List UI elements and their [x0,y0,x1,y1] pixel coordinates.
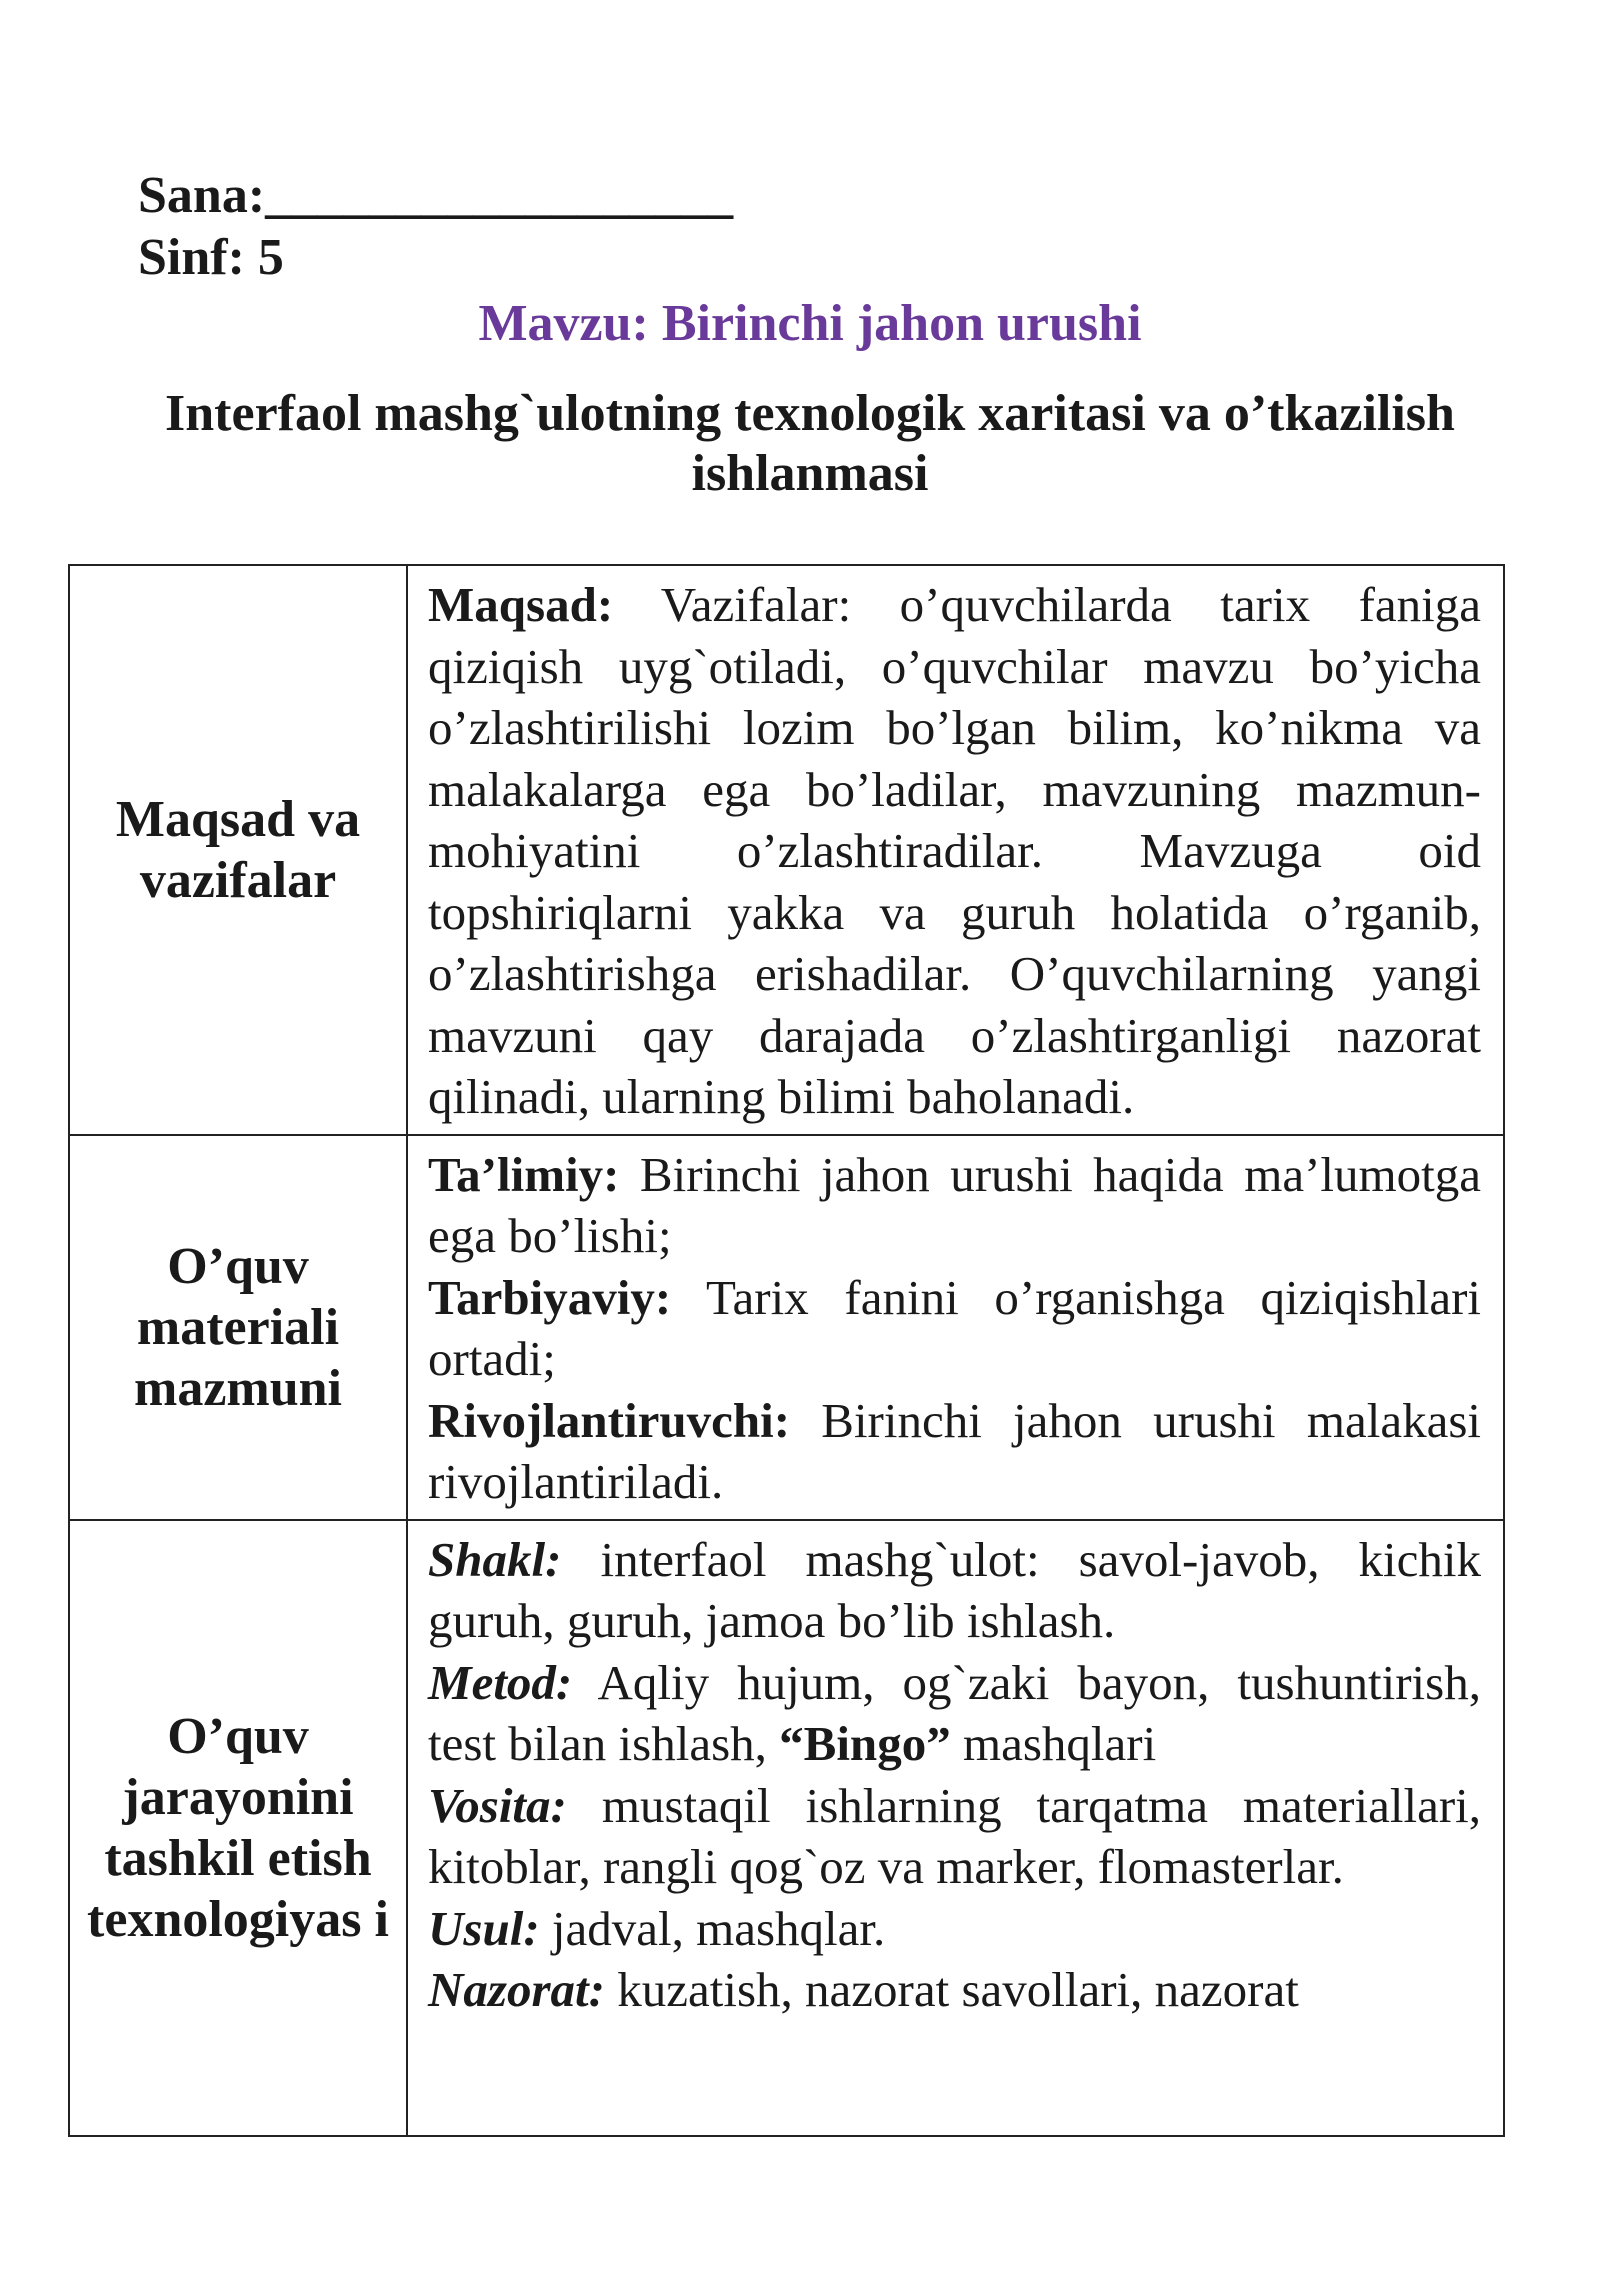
method-bingo: “Bingo” [779,1716,951,1771]
form-text: interfaol mashg`ulot: savol-javob, kichik guruh, guruh, jamoa bo’lib ishlash. [428,1531,1481,1648]
form-label: Shakl: [428,1531,562,1587]
method-tail: mashqlari [950,1716,1157,1771]
educational-text: Birinchi jahon urushi haqida ma’lumotga ega bo’lishi; [428,1146,1481,1263]
row-content-technology [407,1520,1504,2136]
row-heading-technology: O’quv jarayonini tashkil etish texnologiyas i [69,1520,407,2136]
upbringing-paragraph [428,1267,1481,1390]
upbringing-text: Tarix fanini o’rganishga qiziqishlari ortadi; [428,1269,1481,1386]
method-text: Aqliy hujum, og`zaki bayon, tushuntirish, test bilan ishlash, [428,1654,1481,1771]
table-row [69,1520,1504,2136]
control-text: kuzatish, nazorat savollari, nazorat [604,1962,1299,2017]
approach-label: Usul: [428,1900,540,1956]
control-label: Nazorat: [428,1962,605,2017]
lesson-plan-table [68,564,1505,2137]
tools-paragraph [428,1775,1481,1898]
tools-text: mustaqil ishlarning tarqatma materiallari, kitoblar, rangli qog`oz va marker, flomasterlar. [428,1777,1481,1894]
table-row [69,1135,1504,1520]
row-content-goals [407,565,1504,1135]
method-label: Metod: [428,1654,573,1710]
document-subtitle: Interfaol mashg`ulotning texnologik xaritasi va o’tkazilish ishlanmasi [165,385,1455,502]
row-heading-content: O’quv materiali mazmuni [69,1135,407,1520]
date-label: Sana:__________________ [138,167,734,224]
control-paragraph [428,1959,1481,2021]
upbringing-label: Tarbiyaviy: [428,1269,672,1325]
class-label: Sinf: 5 [138,229,284,286]
goal-label: Maqsad: [428,577,614,632]
educational-label: Ta’limiy: [428,1146,620,1202]
tools-label: Vosita: [428,1777,567,1833]
method-paragraph [428,1652,1481,1775]
educational-paragraph [428,1144,1481,1267]
topic-title: Mavzu: Birinchi jahon urushi [478,295,1142,352]
goal-text: Vazifalar: o’quvchilarda tarix faniga qiziqish uyg`otiladi, o’quvchilar mavzu bo’yicha o’zlashtirilishi lozim bo’lgan bilim, ko’nikma va malakalarga ega bo’ladilar, mavzuning mazmun-mohiyatini o’zlashtiradilar. Mavzuga oid topshiriqlarni yakka va guruh holatida o’rganib, o’zlashtirishga erishadilar. O’quvchilarning yangi mavzuni qay darajada o’zlashtirganligi nazorat qilinadi, ularning bilimi baholanadi. [428,577,1481,1124]
developing-paragraph [428,1390,1481,1513]
developing-text: Birinchi jahon urushi malakasi rivojlantiriladi. [428,1392,1481,1509]
approach-text: jadval, mashqlar. [539,1900,886,1956]
table-row [69,565,1504,1135]
form-paragraph [428,1529,1481,1652]
row-content-material [407,1135,1504,1520]
row-heading-goals: Maqsad va vazifalar [69,565,407,1135]
approach-paragraph [428,1898,1481,1960]
developing-label: Rivojlantiruvchi: [428,1392,791,1448]
